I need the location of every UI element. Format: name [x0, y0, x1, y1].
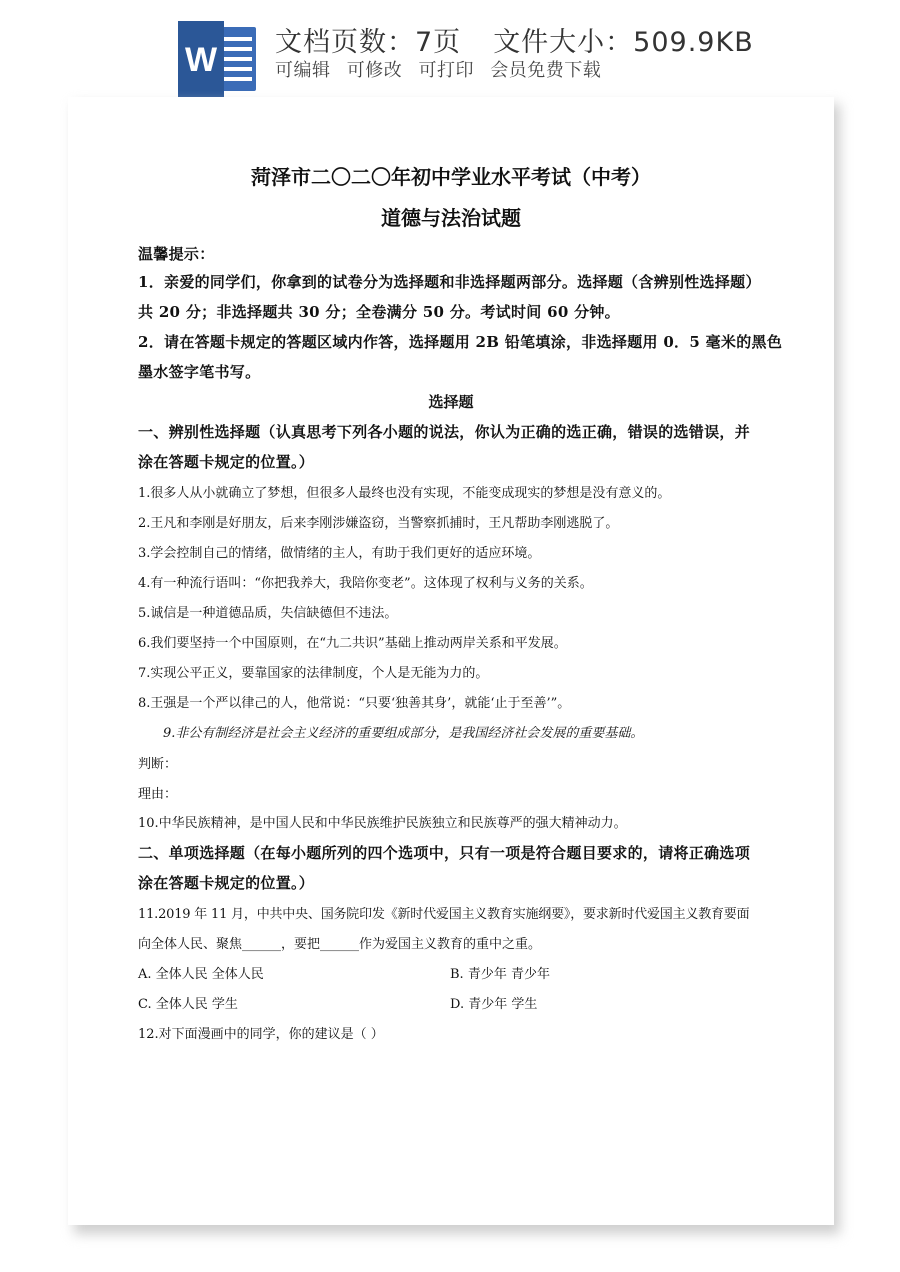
- question-3: 3.学会控制自己的情绪，做情绪的主人，有助于我们更好的适应环境。: [138, 546, 541, 561]
- question-1: 1.很多人从小就确立了梦想，但很多人最终也没有实现，不能变成现实的梦想是没有意义的。: [138, 486, 671, 501]
- question-5: 5.诚信是一种道德品质，失信缺德但不违法。: [138, 606, 398, 621]
- file-stats: [275, 20, 754, 56]
- tip1-line1: 1．亲爱的同学们，你拿到的试卷分为选择题和非选择题两部分。选择题（含辨别性选择题）: [138, 273, 761, 291]
- question-12: 12.对下面漫画中的同学，你的建议是（ ）: [138, 1027, 384, 1042]
- reason-label: 理由：: [138, 787, 178, 802]
- question-7: 7.实现公平正义，要靠国家的法律制度，个人是无能为力的。: [138, 666, 489, 681]
- judge-label: 判断：: [138, 757, 178, 772]
- part2-heading-line2: 涂在答题卡规定的位置。）: [138, 874, 315, 892]
- page-count: 文档页数：7页: [275, 27, 462, 58]
- question-11-line1: 11.2019 年 11 月，中共中央、国务院印发《新时代爱国主义教育实施纲要》，要求新时代爱国主义教育要面: [138, 907, 750, 922]
- q11-option-b: B. 青少年 青少年: [450, 967, 550, 982]
- word-icon-letter: W: [184, 41, 218, 79]
- question-9: 9.非公有制经济是社会主义经济的重要组成部分，是我国经济社会发展的重要基础。: [163, 726, 644, 741]
- word-document-icon: [178, 21, 258, 97]
- question-8: 8.王强是一个严以律己的人，他常说：“只要‘独善其身’，就能‘止于至善’”。: [138, 696, 571, 711]
- question-2: 2.王凡和李刚是好朋友，后来李刚涉嫌盗窃，当警察抓捕时，王凡帮助李刚逃脱了。: [138, 516, 619, 531]
- question-11-line2: 向全体人民、聚焦______，要把______作为爱国主义教育的重中之重。: [138, 937, 542, 952]
- question-4: 4.有一种流行语叫：“你把我养大，我陪你变老”。这体现了权利与义务的关系。: [138, 576, 593, 591]
- document-content: [68, 97, 834, 1225]
- feature-modifiable: 可修改: [346, 60, 403, 81]
- exam-title: 菏泽市二〇二〇年初中学业水平考试（中考）: [251, 165, 651, 189]
- section-title: 选择题: [428, 393, 474, 411]
- feature-editable: 可编辑: [275, 60, 331, 81]
- tip2-line2: 墨水签字笔书写。: [138, 363, 261, 381]
- part2-heading-line1: 二、单项选择题（在每小题所列的四个选项中，只有一项是符合题目要求的，请将正确选项: [138, 844, 751, 862]
- question-10: 10.中华民族精神，是中国人民和中华民族维护民族独立和民族尊严的强大精神动力。: [138, 816, 627, 831]
- feature-printable: 可打印: [418, 60, 474, 81]
- file-size: 文件大小：509.9KB: [493, 27, 754, 58]
- q11-option-d: D. 青少年 学生: [450, 997, 538, 1012]
- q11-option-a: A. 全体人民 全体人民: [138, 967, 264, 982]
- exam-subject: 道德与法治试题: [381, 206, 521, 230]
- question-6: 6.我们要坚持一个中国原则，在“九二共识”基础上推动两岸关系和平发展。: [138, 636, 567, 651]
- feature-list: [275, 56, 611, 80]
- download-banner: [0, 0, 900, 100]
- part1-heading-line2: 涂在答题卡规定的位置。）: [138, 453, 315, 471]
- part1-heading-line1: 一、辨别性选择题（认真思考下列各小题的说法，你认为正确的选正确，错误的选错误，并: [138, 423, 751, 441]
- tip2-line1: 2．请在答题卡规定的答题区域内作答，选择题用 2B 铅笔填涂，非选择题用 0．5 毫米的黑色: [138, 333, 783, 351]
- feature-member-download: 会员免费下载: [490, 60, 602, 81]
- q11-option-c: C. 全体人民 学生: [138, 997, 238, 1012]
- tips-heading: 温馨提示：: [138, 245, 215, 263]
- tip1-line2: 共 20 分；非选择题共 30 分；全卷满分 50 分。考试时间 60 分钟。: [138, 303, 620, 321]
